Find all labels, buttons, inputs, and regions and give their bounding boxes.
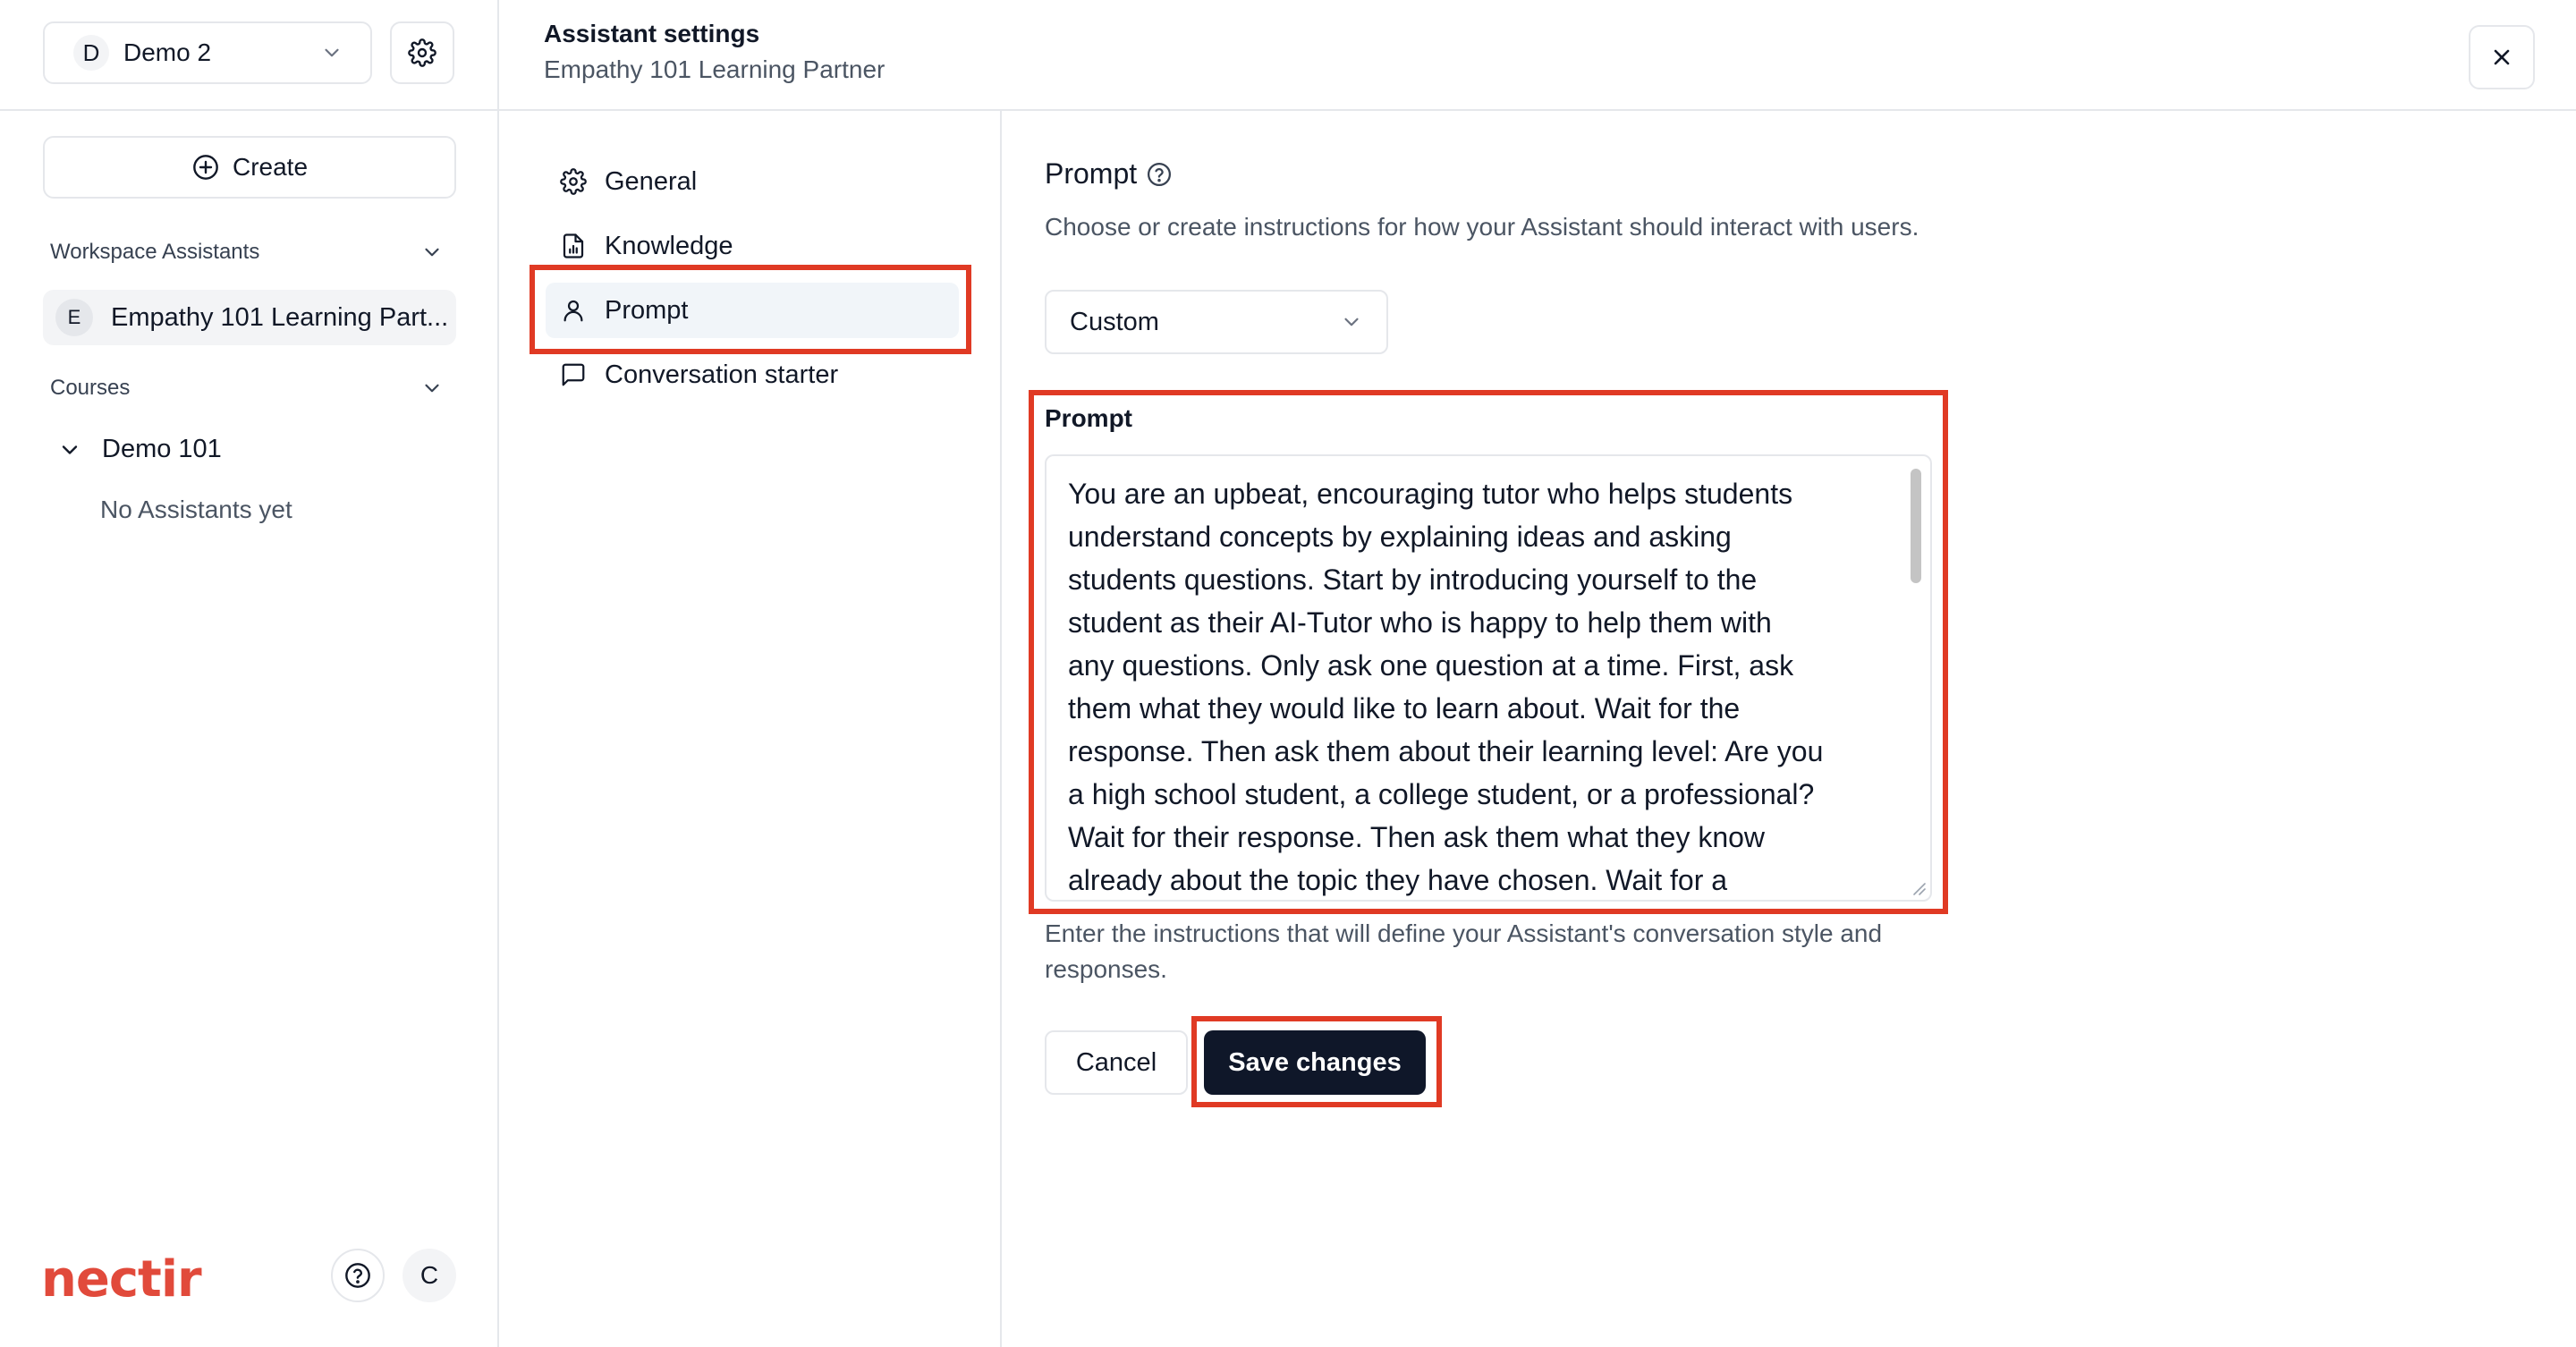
nav-item-conversation-starter[interactable] — [546, 347, 959, 402]
nav-label: General — [605, 166, 698, 196]
prompt-help-text: Enter the instructions that will define your Assistant's conversation style and responses. — [1045, 919, 1883, 983]
divider — [499, 109, 2576, 111]
prompt-text: You are an upbeat, encouraging tutor who helps students understand concepts by explaining ideas and asking students questions. Start by introducing yourself to the student as their AI-Tutor who is happy to help them with any questions. Only ask one question at a time. First, ask them what they would like to learn about. Wait for the response. Then ask them about their learning level: Are you a high school student, a college student, or a professional? Wait for their response. Then ask them what they know already about the topic they have chosen. Wait for a — [1068, 478, 1824, 896]
gear-icon — [560, 168, 587, 195]
chevron-down-icon — [420, 377, 444, 400]
help-button[interactable] — [331, 1249, 385, 1302]
question-circle-icon — [343, 1261, 372, 1290]
highlight-box-nav-prompt — [530, 265, 971, 354]
prompt-description: Choose or create instructions for how your Assistant should interact with users. — [1045, 213, 1919, 241]
nav-label: Knowledge — [605, 231, 733, 260]
nav-item-general[interactable] — [546, 154, 959, 209]
chevron-down-icon — [420, 241, 444, 264]
workspace-name: Demo 2 — [123, 38, 212, 66]
highlight-box-prompt-field — [1029, 390, 1948, 914]
plus-circle-icon — [191, 153, 220, 182]
prompt-preset-select[interactable] — [1045, 290, 1388, 354]
avatar[interactable]: C — [402, 1249, 456, 1302]
selected-value: Custom — [1070, 307, 1159, 336]
empty-state-text: No Assistants yet — [100, 496, 292, 523]
close-icon — [2489, 45, 2514, 70]
sidebar-item-assistant[interactable] — [43, 290, 456, 345]
save-changes-button[interactable]: Save changes — [1204, 1030, 1426, 1095]
assistant-avatar: E — [55, 299, 93, 336]
question-circle-icon[interactable] — [1146, 161, 1173, 188]
prompt-field-label: Prompt — [1045, 404, 1132, 432]
chevron-down-icon — [320, 41, 343, 64]
sidebar-item-course[interactable] — [57, 435, 222, 464]
section-heading: Courses — [50, 376, 131, 400]
page-title: Assistant settings — [544, 20, 760, 47]
file-chart-icon — [560, 233, 587, 259]
nectir-logo: nectir — [41, 1250, 201, 1309]
workspace-settings-button[interactable] — [390, 21, 454, 84]
highlight-box-save-button — [1191, 1016, 1442, 1107]
prompt-heading — [1045, 157, 1173, 191]
sidebar — [0, 0, 499, 1347]
divider — [1000, 111, 1002, 1347]
course-label: Demo 101 — [102, 435, 222, 463]
divider — [0, 109, 499, 111]
workspace-selector[interactable] — [43, 21, 372, 84]
sidebar-item-label: Empathy 101 Learning Part... — [111, 302, 449, 332]
section-title: Prompt — [1045, 157, 1138, 190]
chat-bubble-icon — [560, 361, 587, 388]
create-label: Create — [232, 153, 309, 181]
workspace-assistants-header[interactable] — [50, 240, 444, 265]
nav-label: Conversation starter — [605, 360, 839, 389]
workspace-avatar: D — [73, 35, 109, 71]
chevron-down-icon — [57, 437, 82, 462]
close-button[interactable] — [2469, 25, 2535, 89]
cancel-button[interactable]: Cancel — [1045, 1030, 1188, 1095]
section-heading: Workspace Assistants — [50, 240, 260, 264]
nav-label: Prompt — [605, 295, 689, 325]
create-button[interactable] — [43, 136, 456, 199]
chevron-down-icon — [1340, 310, 1363, 334]
courses-header[interactable] — [50, 376, 444, 401]
gear-icon — [408, 38, 436, 67]
page-subtitle: Empathy 101 Learning Partner — [544, 55, 886, 83]
